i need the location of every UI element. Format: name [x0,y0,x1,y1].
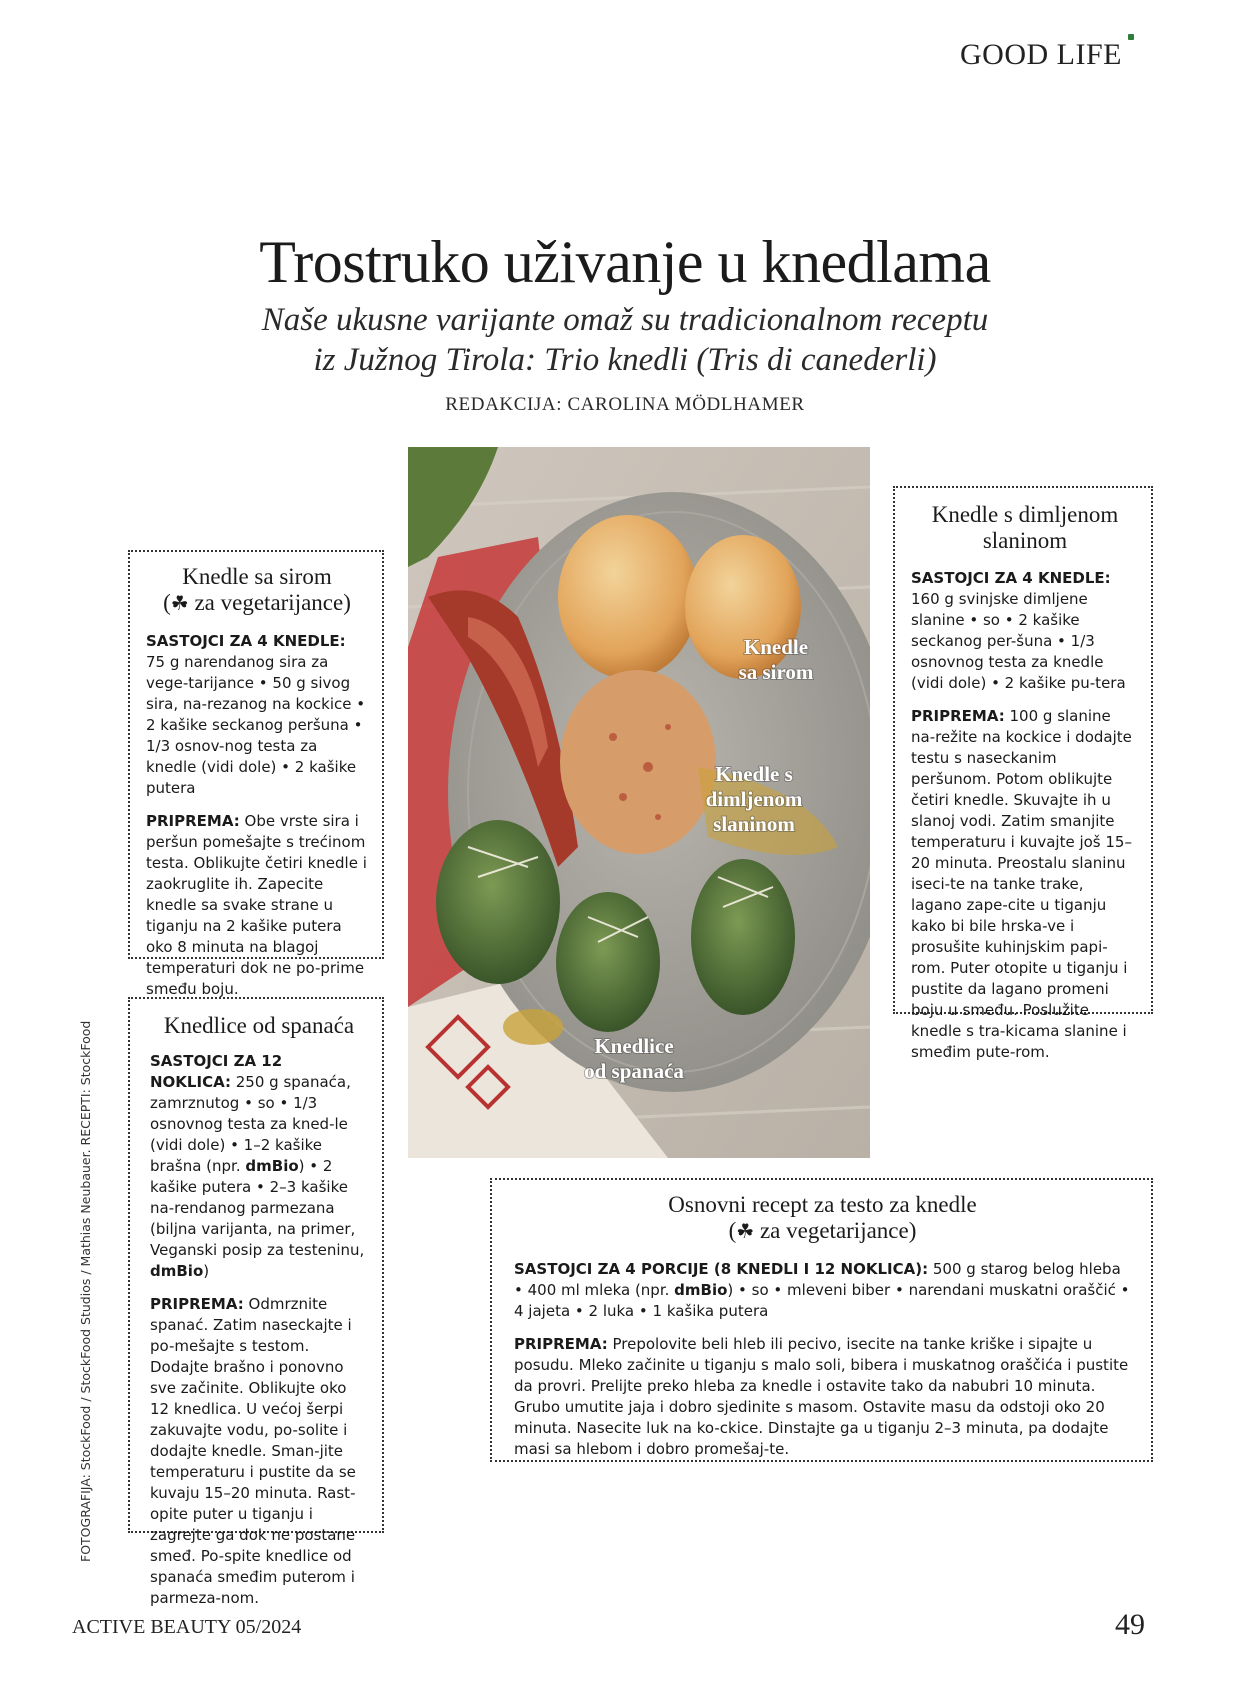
vegetarian-icon: ☘ [736,1221,755,1243]
recipe-box-bacon [893,486,1153,1061]
footer-magazine: ACTIVE BEAUTY 05/2024 [72,1616,302,1638]
recipe-title: Osnovni recept za testo za knedle (☘ za vegetarijance) [668,1192,977,1243]
recipe-title-text: Knedle s dimljenom [931,502,1119,527]
prep-text: 100 g slanine na-režite na kockice i dodajte testu s naseckanim peršunom. Potom oblikujte četiri knedle. Skuvajte ih u slanoj vodi. Zatim smanjite temperaturu i kuvajte još 15–20 minuta. Preostalu slaninu iseci-te na tanke trake, lagano zape-cite u tiganju kako bi bile hrska-ve i prosušite kuhinjskim papi-rom. Puter otopite u tiganju i pustite da lagano promeni boju u smeđu. Poslužite knedle s tra-kicama slanine i smeđim pute-rom. [911,707,1132,1061]
dumplings-photo [408,447,870,1158]
ingredients [514,1259,1131,1322]
ingredients-label: SASTOJCI ZA 4 KNEDLE: [911,569,1111,587]
preparation [911,706,1139,1063]
article-subtitle [0,300,1250,380]
brand: dmBio [150,1262,204,1280]
ingredients-text: ) • 2 kašike putera • 2–3 kašike na-rendanog parmezana (biljna varijanta, na primer, Veganski posip za testeninu, [150,1157,365,1259]
preparation [514,1334,1131,1460]
spinach-dumpling [556,892,660,1032]
photo-illustration [408,447,870,1158]
section-marker [1128,34,1134,40]
ingredients [150,1051,368,1282]
prep-label: PRIPREMA: [146,812,240,830]
preparation [150,1294,368,1609]
brand: dmBio [674,1281,728,1299]
recipe-title: Knedlice od spanaća [163,1013,355,1038]
recipe-box-basic-dough [490,1178,1153,1462]
prep-text: Prepolovite beli hleb ili pecivo, isecite na tanke kriške i sipajte u posudu. Mleko začinite u tiganju s malo soli, bibera i muskatnog oraščića i pustite da provri. Prelijte preko hleba za knedle i ostavite tako da nabubri 10 minuta. Grubo umutite jaja i dobro sjedinite s masom. Ostavite masu da odstoji oko 20 minuta. Nasecite luk na ko-ckice. Dinstajte ga u tiganju 2–3 minuta, pa dodajte masi sa hlebom i dobro promešaj-te. [514,1335,1129,1458]
spinach-dumpling [436,820,560,984]
photo-label-bacon: dimljenom [705,787,803,811]
spinach-dumpling [691,859,795,1015]
cheese-dumpling [558,515,698,679]
ingredients-label: SASTOJCI ZA 4 PORCIJE (8 KNEDLI I 12 NOKLICA): [514,1260,929,1278]
ingredients-text: ) • so • mleveni biber • narendani muskatni oraščić • 4 jajeta • 2 luka • 1 kašika putera [514,1281,1130,1320]
ingredients-text: ) [203,1262,210,1280]
recipe-box-spinach [128,997,384,1607]
ingredients-text: 500 g starog belog hleba • 400 ml mleka (npr. [514,1260,1121,1299]
prep-text: Odmrznite spanać. Zatim naseckajte i po-mešajte s testom. Dodajte brašno i ponovno sve začinite. Oblikujte oko 12 knedlica. U većoj šerpi zakuvajte vodu, po-solite i dodajte knedle. Sman-jite temperaturu i pustite da se kuvaju 15–20 minuta. Rast-opite puter u tiganju i zagrejte ga dok ne postane smeđ. Po-spite knedlice od spanaća smeđim puterom i parmeza-nom. [150,1295,356,1607]
photo-label-bacon: slaninom [713,812,795,836]
recipe-title-text: Osnovni recept za testo za knedle [668,1192,977,1217]
butter-drop [503,1009,563,1045]
photo-label-cheese: sa sirom [738,660,814,684]
vegetarian-note: za vegetarijance [759,1218,909,1243]
recipe-title: Knedle sa sirom (☘ za vegetarijance) [163,564,351,615]
bacon-dumpling [560,670,716,854]
brand: dmBio [245,1157,299,1175]
vegetarian-icon: ☘ [170,593,189,615]
ingredients-text: 75 g narendanog sira za vege-tarijance • 50 g sivog sira, na-rezanog na kockice • 2 kašike seckanog peršuna • 1/3 osnov-nog testa za knedle (vidi dole) • 2 kašike putera [146,653,366,797]
preparation [146,811,368,1000]
prep-label: PRIPREMA: [514,1335,608,1353]
photo-credits: FOTOGRAFIJA: StockFood / StockFood Studios / Mathias Neubauer. RECEPTI: StockFood [78,1020,93,1562]
ingredients-text: 250 g spanaća, zamrznutog • so • 1/3 osnovnog testa za kned-le (vidi dole) • 1–2 kašike brašna (npr. [150,1073,351,1175]
recipe-title-text: slaninom [982,528,1068,553]
ingredients-text: 160 g svinjske dimljene slanine • so • 2 kašike seckanog per-šuna • 1/3 osnovnog testa za knedle (vidi dole) • 2 kašike pu-tera [911,590,1126,692]
recipe-title [911,502,1139,554]
section-label: GOOD LIFE [960,38,1122,71]
subtitle-line: Naše ukusne varijante omaž su tradicionalnom receptu [261,302,989,338]
ingredients [911,568,1139,694]
page-number: 49 [1115,1608,1145,1641]
ingredients-label: SASTOJCI ZA 4 KNEDLE: [146,632,346,650]
prep-label: PRIPREMA: [911,707,1005,725]
prep-label: PRIPREMA: [150,1295,244,1313]
photo-label-cheese: Knedle [743,635,809,659]
subtitle-line: iz Južnog Tirola: Trio knedli (Tris di canederli) [313,342,937,378]
vegetarian-note: za vegetarijance [194,590,344,615]
byline: REDAKCIJA: CAROLINA MÖDLHAMER [445,394,805,415]
prep-text: Obe vrste sira i peršun pomešajte s trećinom testa. Oblikujte četiri knedle i zaokruglite ih. Zapecite knedle sa svake strane u tiganju na 2 kašike putera oko 8 minuta na blagoj temperaturi dok ne po-prime smeđu boju. [146,812,367,998]
photo-label-bacon: Knedle s [715,762,793,786]
ingredients-label: SASTOJCI ZA 12 NOKLICA: [150,1052,283,1091]
ingredients [146,631,368,799]
article-title: Trostruko uživanje u knedlama [259,229,991,295]
photo-label-spinach: Knedlice [594,1034,674,1058]
photo-label-spinach: od spanaća [584,1059,684,1083]
recipe-title-text: Knedle sa sirom [182,564,332,589]
recipe-box-cheese [128,550,384,998]
